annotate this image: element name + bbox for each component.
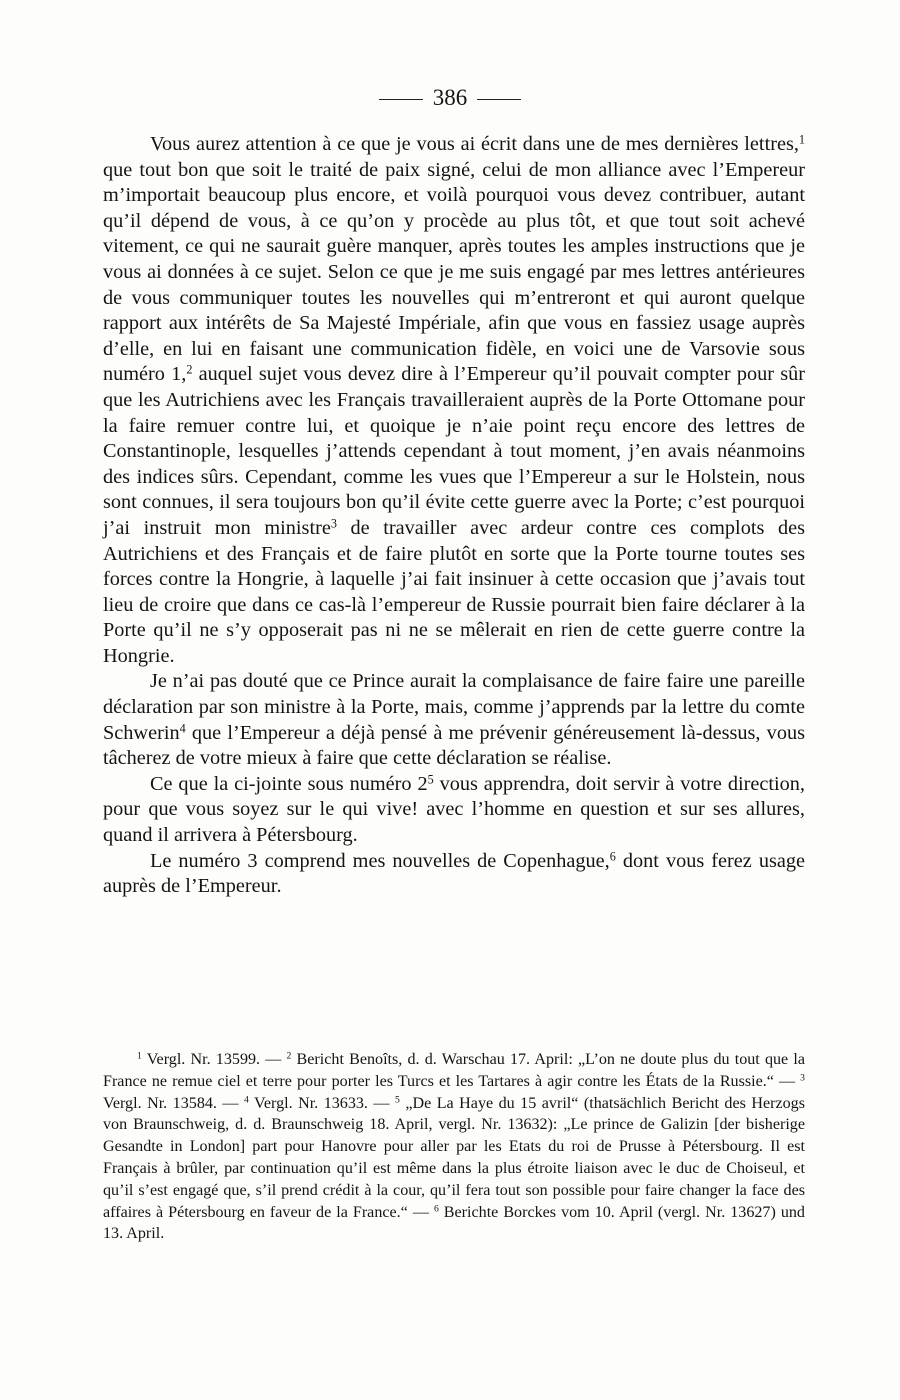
footnote-marker-2: 2 xyxy=(286,1050,292,1062)
paragraph-1 xyxy=(103,132,805,669)
paragraph-3-text-a: Ce que la ci-jointe sous numéro 2 xyxy=(150,772,428,795)
paragraph-2 xyxy=(103,669,805,771)
footnote-marker-1: 1 xyxy=(137,1050,142,1062)
paragraph-1-text-d: de travailler avec ardeur contre ces complots des Autrichiens et des Français et de faire plutôt en sorte que la Porte tourne toutes ses forces contre la Hongrie, à laquelle j’ai fait insinuer à cette occasion que j’avais tout lieu de croire que dans ce cas-là l’empereur de Russie pourrait bien faire déclarer à la Porte qu’il ne s’y opposerait pas ni ne se mêlerait en rien de cette guerre contre la Hongrie. xyxy=(103,516,805,667)
footnotes xyxy=(103,1049,805,1245)
paragraph-4 xyxy=(103,849,805,900)
footnote-ref-1: 1 xyxy=(798,132,805,147)
paragraph-3 xyxy=(103,772,805,849)
footnotes-paragraph xyxy=(103,1049,805,1245)
paragraph-4-text-a: Le numéro 3 comprend mes nouvelles de Copenhague, xyxy=(150,849,610,872)
header-rule-left xyxy=(379,99,423,100)
paragraph-3-text-b: vous apprendra, doit servir à votre direction, pour que vous soyez sur le qui vive! avec l’homme en question et sur ses allures, quand il arrivera à Pétersbourg. xyxy=(103,772,805,847)
footnote-3-text: Vergl. Nr. 13584. — xyxy=(103,1094,244,1112)
paragraph-2-text-a: Je n’ai pas douté que ce Prince aurait la complaisance de faire faire une pareille déclaration par son ministre à la Porte, mais, comme j’apprends par la lettre du comte Schwerin xyxy=(103,670,805,744)
footnote-marker-3: 3 xyxy=(800,1072,805,1084)
paragraph-1-text-a: Vous aurez attention à ce que je vous ai écrit dans une de mes dernières lettres, xyxy=(150,133,799,155)
page-header xyxy=(0,84,900,112)
paragraph-1-text-c: auquel sujet vous devez dire à l’Empereur qu’il pouvait compter pour sûr que les Autrichiens avec les Français travailleraient auprès de la Porte Ottomane pour la faire remuer contre lui, et quoique je n’aie point reçu encore des lettres de Constantinople, lesquelles j’attends cependant à tout moment, j’en avais néanmoins des indices sûrs. Cependant, comme les vues que l’Empereur a sur le Holstein, nous sont connues, il sera toujours bon qu’il évite cette guerre avec la Porte; c’est pourquoi j’ai instruit mon ministre xyxy=(103,363,806,539)
page-number: 386 xyxy=(432,85,468,110)
footnote-5-text: „De La Haye du 15 avril“ (thatsächlich Bericht des Herzogs von Braunschweig, d. d. Braunschweig 18. April, vergl. Nr. 13632): „Le prince de Galizin [der bisherige Gesandte in London] part pour Hanovre pour aller par les Etats du roi de Prusse à Pétersbourg. Il est Français à brûler, par continuation qu’il est même dans la plus étroite liaison avec le duc de Choiseul, et qu’il s’est engagé que, s’il prend crédit à la cour, qu’il fera tout son possible pour faire changer la face des affaires à Pétersbourg en faveur de la France.“ — xyxy=(103,1094,805,1221)
footnote-4-text: Vergl. Nr. 13633. — xyxy=(248,1094,396,1112)
footnote-2-text: Bericht Benoîts, d. d. Warschau 17. April: „L’on ne doute plus du tout que la France ne remue ciel et terre pour porter les Turcs et les Tartares à agir contre les États de la Russie.“ — xyxy=(103,1051,805,1090)
footnote-1-text: Vergl. Nr. 13599. — xyxy=(141,1051,287,1068)
footnote-6-text: Berichte Borckes vom 10. April (vergl. Nr. 13627) und 13. April. xyxy=(103,1203,805,1243)
footnote-ref-3: 3 xyxy=(330,516,337,531)
paragraph-1-text-b: que tout bon que soit le traité de paix signé, celui de mon alliance avec l’Empereur m’importait beaucoup plus encore, et voilà pourquoi vous devez contribuer, autant qu’il dépend de vous, à ce qu’on y procède au plus tôt, et que tout soit achevé vitement, ce qui ne saurait guère manquer, après toutes les amples instructions que je vous ai données à ce sujet. Selon ce que je me suis engagé par mes lettres antérieures de vous communiquer toutes les nouvelles qui m’entreront et qui auront quelque rapport aux intérêts de Sa Majesté Impériale, afin que vous en fassiez usage auprès d’elle, en lui en faisant une communication fidèle, en voici une de Varsovie sous numéro 1, xyxy=(103,158,805,386)
main-text xyxy=(103,132,805,900)
footnote-ref-4: 4 xyxy=(179,720,186,735)
footnote-ref-6: 6 xyxy=(609,848,616,863)
footnote-marker-5: 5 xyxy=(395,1094,400,1106)
header-rule-right xyxy=(477,99,521,100)
paragraph-2-text-b: que l’Empereur a déjà pensé à me prévenir généreusement là-dessus, vous tâcherez de votre mieux à faire que cette déclaration se réalise. xyxy=(103,721,805,770)
footnote-ref-5: 5 xyxy=(427,772,434,787)
footnote-marker-6: 6 xyxy=(433,1203,439,1215)
paragraph-4-text-b: dont vous ferez usage auprès de l’Empereur. xyxy=(103,849,806,898)
footnote-ref-2: 2 xyxy=(186,362,193,377)
footnote-marker-4: 4 xyxy=(244,1094,249,1106)
